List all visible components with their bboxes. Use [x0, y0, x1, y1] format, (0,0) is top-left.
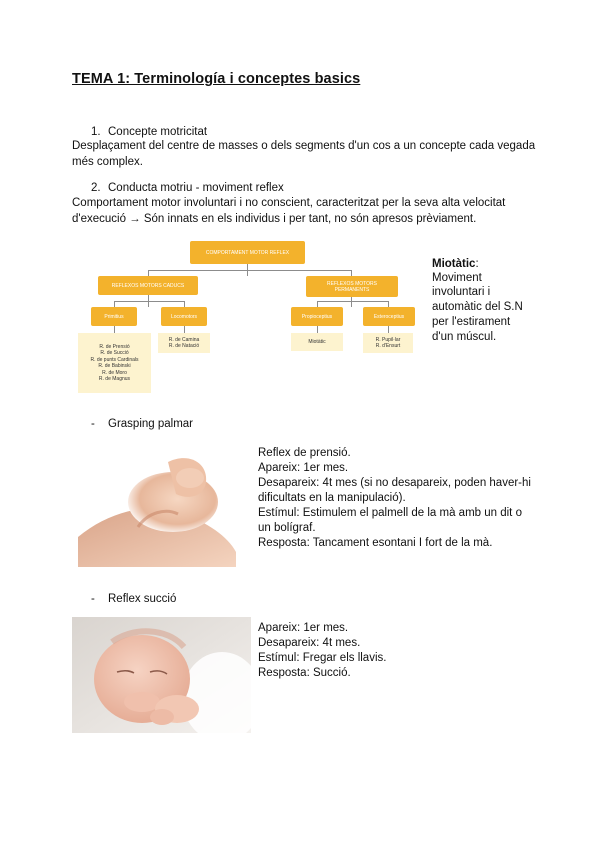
miotatic-line: per l'estirament: [432, 316, 511, 328]
diagram-left-box: REFLEXOS MOTORS CADUCS: [98, 276, 198, 295]
list-item: R. de Moro: [102, 369, 127, 376]
section-2-number: 2.: [91, 182, 101, 194]
list-item: R. de Succió: [100, 350, 129, 356]
diagram-right-line-2: PERMANENTS: [334, 286, 370, 293]
connector: [114, 301, 184, 302]
grasping-line: dificultats en la manipulació).: [258, 492, 406, 504]
diagram-esteroceptius-list: [363, 333, 413, 353]
connector: [317, 326, 318, 333]
section-1-line-1: Desplaçament del centre de masses o dels segments d'un cos a un concepte cada vegada: [72, 140, 536, 152]
diagram-root-box: COMPORTAMENT MOTOR REFLEX: [190, 241, 305, 264]
diagram-right-line-1: REFLEXOS MOTORS: [327, 280, 377, 287]
grasping-line: Desapareix: 4t mes (si no desapareix, poden haver-hi: [258, 477, 531, 489]
grasping-line: Reflex de prensió.: [258, 447, 351, 459]
section-1-line-2: més complex.: [72, 156, 143, 168]
list-item: R. de Camina: [168, 336, 200, 343]
connector: [184, 326, 185, 333]
baby-sucking-photo: [72, 617, 251, 733]
grasping-line: Resposta: Tancament esontani I fort de la mà.: [258, 537, 493, 549]
page-title: TEMA 1: Terminología i conceptes basics: [72, 71, 361, 87]
list-item: R. de Prensió: [99, 343, 130, 350]
connector: [114, 326, 115, 333]
miotatic-label: Miotàtic: [432, 258, 476, 270]
miotatic-line: d'un múscul.: [432, 331, 497, 343]
diagram-right-box: [306, 276, 398, 297]
list-item: R. de Magnus: [98, 376, 131, 382]
connector: [388, 326, 389, 333]
grasping-heading: Grasping palmar: [108, 418, 194, 430]
grasping-dash: -: [91, 418, 95, 430]
list-item: R. de punts Cardinals: [90, 356, 139, 363]
succio-dash: -: [91, 593, 95, 605]
list-item: R. d'Ensurt: [375, 343, 401, 349]
grasping-line: Apareix: 1er mes.: [258, 462, 349, 474]
baby-hand-grasping-photo: [78, 442, 236, 567]
grasping-line: Estímul: Estimulem el palmell de la mà amb un dit o: [258, 507, 522, 519]
section-2-heading: Conducta motriu - moviment reflex: [108, 182, 284, 194]
succio-heading: Reflex succió: [108, 593, 177, 605]
succio-line: Resposta: Succió.: [258, 667, 351, 679]
section-2-line-1: Comportament motor involuntari i no conscient, caracteritzat per la seva alta velocitat: [72, 197, 506, 209]
diagram-primitius-list: [78, 333, 151, 393]
miotatic-colon: :: [475, 258, 479, 270]
succio-line: Estímul: Fregar els llavis.: [258, 652, 387, 664]
succio-line: Apareix: 1er mes.: [258, 622, 349, 634]
list-item: R. Pupil·lar: [375, 336, 401, 343]
diagram-locomotors-list: [158, 333, 210, 353]
list-item: R. de Babinski: [98, 363, 131, 369]
diagram-propioceptius-list: [291, 333, 343, 351]
section-1-heading: Concepte motricitat: [108, 126, 208, 138]
diagram-propioceptius-box: Propioceptius: [291, 307, 343, 326]
succio-line: Desapareix: 4t mes.: [258, 637, 361, 649]
diagram-primitius-box: Primitius: [91, 307, 137, 326]
miotatic-line: Moviment: [432, 272, 482, 284]
list-item: R. de Natació: [168, 343, 200, 349]
connector: [148, 270, 351, 271]
miotatic-line: involuntari i: [432, 286, 491, 298]
diagram-locomotors-box: Locomotors: [161, 307, 207, 326]
connector: [317, 301, 388, 302]
section-1-number: 1.: [91, 126, 101, 138]
list-item: Miotàtic: [308, 338, 326, 345]
grasping-line: un bolígraf.: [258, 522, 316, 534]
miotatic-line: automàtic del S.N: [432, 301, 523, 313]
diagram-esteroceptius-box: Esteroceptius: [363, 307, 415, 326]
section-2-line-2: d'execució → Són innats en els individus i per tant, no són apresos prèviament.: [72, 213, 477, 225]
